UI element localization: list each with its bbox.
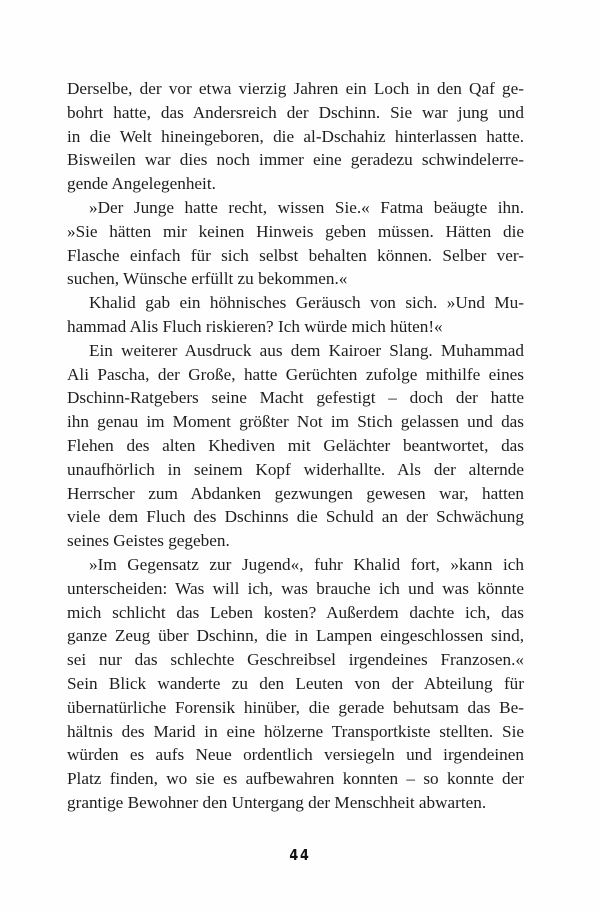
text-line: »Sie hätten mir keinen Hinweis geben müssen. Hätten die xyxy=(67,221,524,241)
text-line: sei nur das schlechte Geschreibsel irgendeines Franzosen.« xyxy=(67,650,524,670)
text-line: Khalid gab ein höhnisches Geräusch von sich. »Und Mu- xyxy=(89,293,524,313)
text-line: Sein Blick wanderte zu den Leuten von der Abteilung für xyxy=(67,673,524,693)
text-line: mich schlicht das Leben kosten? Außerdem dachte ich, das xyxy=(67,602,524,622)
text-line: hammad Alis Fluch riskieren? Ich würde mich hüten!« xyxy=(67,316,443,336)
text-line: unaufhörlich in seinem Kopf widerhallte. Als der alternde xyxy=(67,459,524,479)
text-line: viele dem Fluch des Dschinns die Schuld an der Schwächung xyxy=(67,507,524,527)
page-number: 44 xyxy=(289,846,311,864)
text-line: grantige Bewohner den Untergang der Menschheit abwarten. xyxy=(67,792,487,812)
text-line: Flasche einfach für sich selbst behalten können. Selber ver- xyxy=(67,245,524,265)
text-line: Derselbe, der vor etwa vierzig Jahren ein Loch in den Qaf ge- xyxy=(67,79,524,98)
text-line: Ein weiterer Ausdruck aus dem Kairoer Slang. Muhammad xyxy=(89,340,524,360)
text-line: Platz finden, wo sie es aufbewahren konnten – so konnte der xyxy=(67,769,524,789)
text-line: hältnis des Marid in eine hölzerne Transportkiste stellten. Sie xyxy=(67,721,524,741)
text-line: gende Angelegenheit. xyxy=(67,174,216,194)
text-line: seines Geistes gegeben. xyxy=(67,531,230,551)
text-line: in die Welt hineingeboren, die al-Dschahiz hinterlassen hatte. xyxy=(67,126,524,146)
text-line: ihn genau im Moment größter Not im Stich gelassen und das xyxy=(67,412,524,432)
text-line: suchen, Wünsche erfüllt zu bekommen.« xyxy=(67,269,348,289)
text-line: übernatürliche Forensik hinüber, die gerade behutsam das Be- xyxy=(67,697,524,717)
text-line: Herrscher zum Abdanken gezwungen gewesen war, hatten xyxy=(67,483,524,503)
text-line: ganze Zeug über Dschinn, die in Lampen eingeschlossen sind, xyxy=(67,626,524,646)
text-line: Ali Pascha, der Große, hatte Gerüchten zufolge mithilfe eines xyxy=(67,364,524,384)
text-line: Bisweilen war dies noch immer eine geradezu schwindelerre- xyxy=(67,150,524,170)
text-line: Dschinn-Ratgebers seine Macht gefestigt – doch der hatte xyxy=(67,388,524,408)
text-line: »Der Junge hatte recht, wissen Sie.« Fatma beäugte ihn. xyxy=(89,197,524,217)
text-line: unterscheiden: Was will ich, was brauche ich und was könnte xyxy=(67,578,524,598)
text-line: bohrt hatte, das Andersreich der Dschinn. Sie war jung und xyxy=(67,102,524,122)
text-line: »Im Gegensatz zur Jugend«, fuhr Khalid fort, »kann ich xyxy=(89,554,524,574)
body-text xyxy=(67,77,524,815)
text-line: Flehen des alten Khediven mit Gelächter beantwortet, das xyxy=(67,435,524,455)
text-line: würden es aufs Neue ordentlich versiegeln und irgendeinen xyxy=(67,745,524,765)
